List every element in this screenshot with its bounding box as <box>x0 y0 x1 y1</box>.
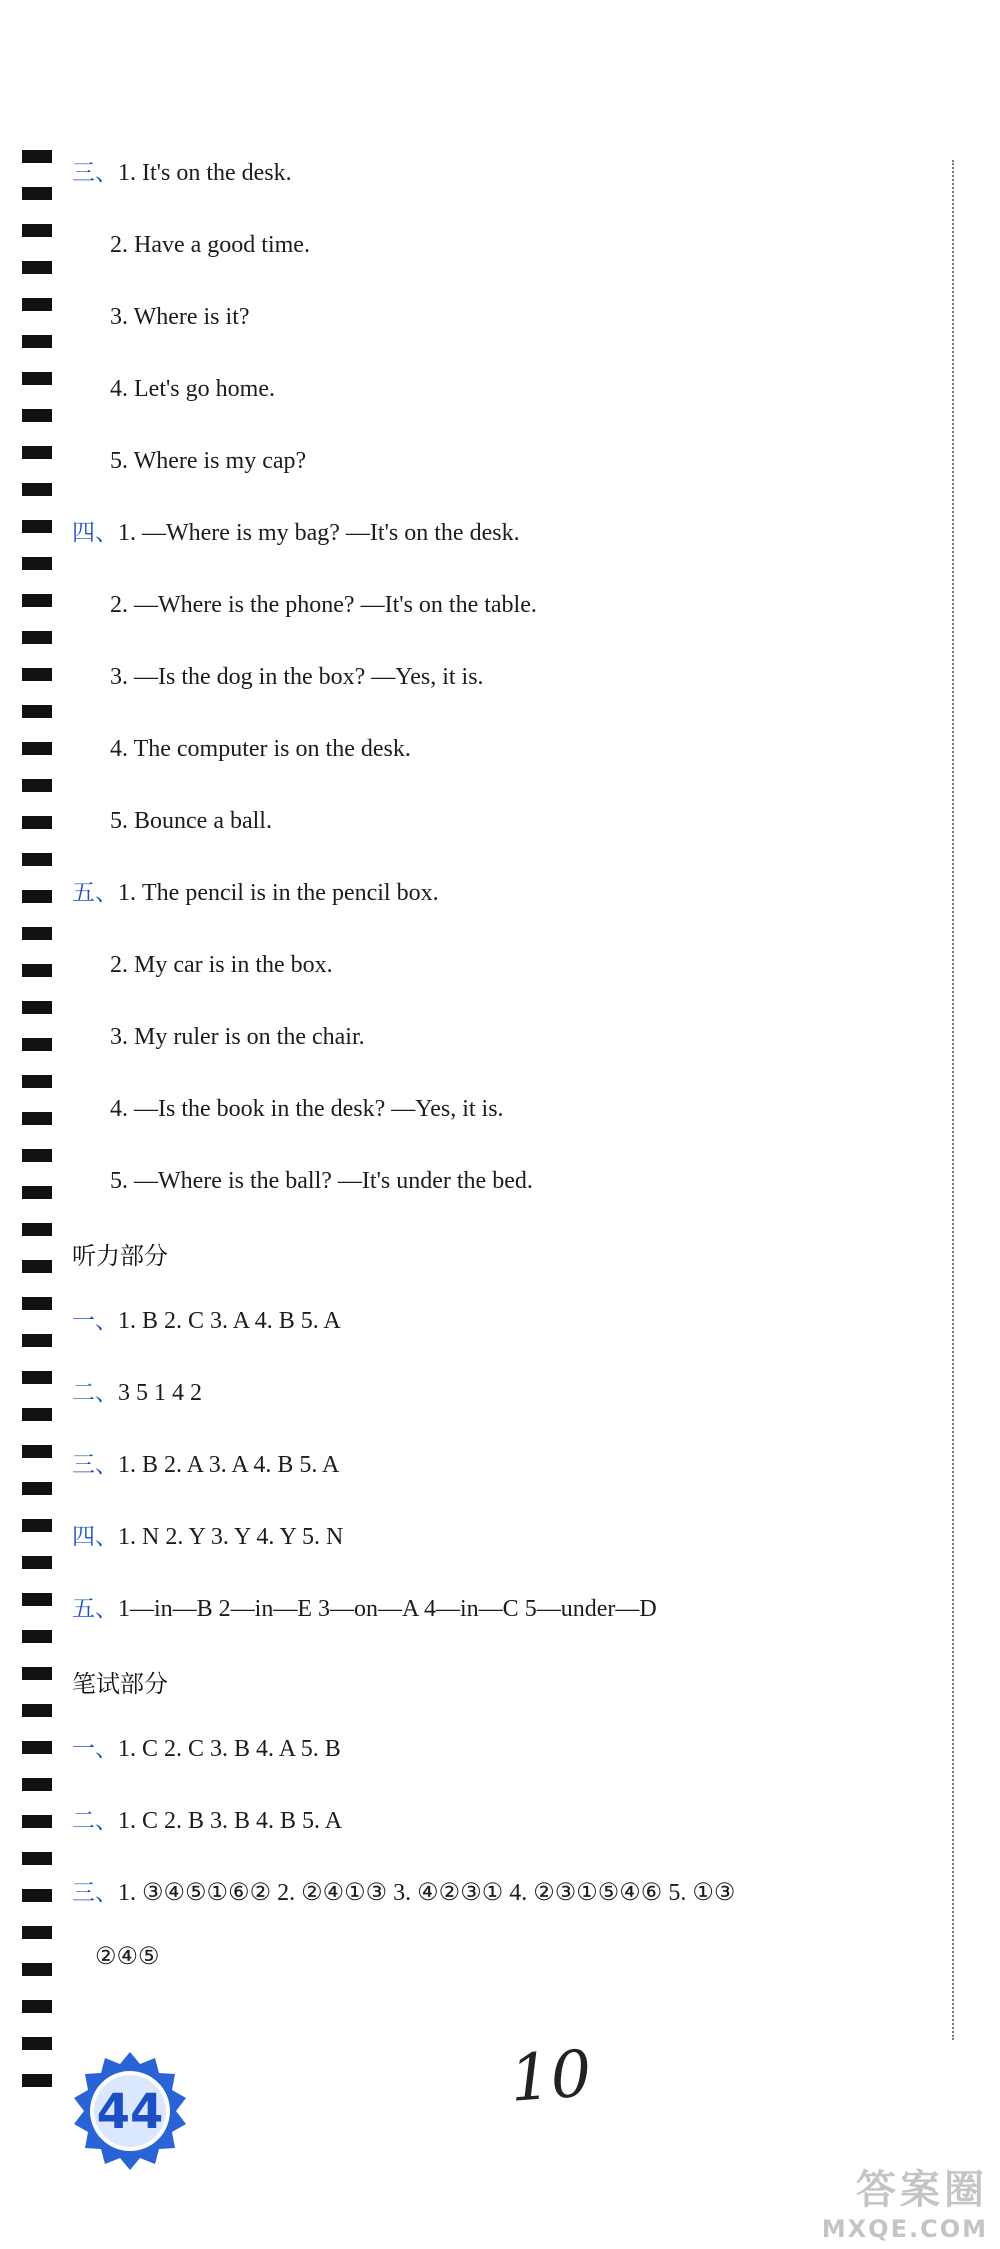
listening-row-4: 四、1. N 2. Y 3. Y 4. Y 5. N <box>72 1524 344 1550</box>
section3-item-2: 2. Have a good time. <box>110 232 310 258</box>
section4-item-5: 5. Bounce a ball. <box>110 808 272 834</box>
written-row-3-continuation: ②④⑤ <box>95 1944 160 1970</box>
section3-item-3: 3. Where is it? <box>110 304 250 330</box>
written-heading: 笔试部分 <box>72 1670 168 1698</box>
listening-row-1: 一、1. B 2. C 3. A 4. B 5. A <box>72 1308 341 1334</box>
listening-row-3: 三、1. B 2. A 3. A 4. B 5. A <box>72 1452 340 1478</box>
watermark-line-2: MXQE.COM <box>821 2215 988 2243</box>
section3-item-4: 4. Let's go home. <box>110 376 275 402</box>
section5-label: 五、 <box>72 880 118 906</box>
section3-item-5: 5. Where is my cap? <box>110 448 307 474</box>
written-row-2: 二、1. C 2. B 3. B 4. B 5. A <box>72 1808 343 1834</box>
listening-row-2: 二、3 5 1 4 2 <box>72 1380 202 1406</box>
section4-label: 四、 <box>72 520 118 546</box>
section3-item-1: 三、1. It's on the desk. <box>72 160 292 186</box>
binding-marks <box>22 150 52 2111</box>
listening-row-5: 五、1—in—B 2—in—E 3—on—A 4—in—C 5—under—D <box>72 1596 657 1622</box>
section3-label: 三、 <box>72 160 118 186</box>
section5-item-2: 2. My car is in the box. <box>110 952 333 978</box>
written-row-1: 一、1. C 2. C 3. B 4. A 5. B <box>72 1736 341 1762</box>
written-row-3: 三、1. ③④⑤①⑥② 2. ②④①③ 3. ④②③① 4. ②③①⑤④⑥ 5. ①③ <box>72 1880 736 1906</box>
section4-item-1: 四、1. —Where is my bag? —It's on the desk. <box>72 520 520 546</box>
section4-item-2: 2. —Where is the phone? —It's on the table. <box>110 592 537 618</box>
section4-item-4: 4. The computer is on the desk. <box>110 736 411 762</box>
section5-item-4: 4. —Is the book in the desk? —Yes, it is. <box>110 1096 504 1122</box>
listening-heading: 听力部分 <box>72 1242 168 1270</box>
handwritten-mark: 10 <box>507 2037 594 2117</box>
section5-item-1: 五、1. The pencil is in the pencil box. <box>72 880 439 906</box>
section5-item-3: 3. My ruler is on the chair. <box>110 1024 365 1050</box>
watermark-line-1: 答案圈 <box>856 2167 988 2213</box>
watermark <box>822 2158 988 2243</box>
page-edge-divider <box>952 160 954 2040</box>
section5-item-5: 5. —Where is the ball? —It's under the bed. <box>110 1168 533 1194</box>
section4-item-3: 3. —Is the dog in the box? —Yes, it is. <box>110 664 484 690</box>
page-number: 44 <box>96 2084 164 2140</box>
